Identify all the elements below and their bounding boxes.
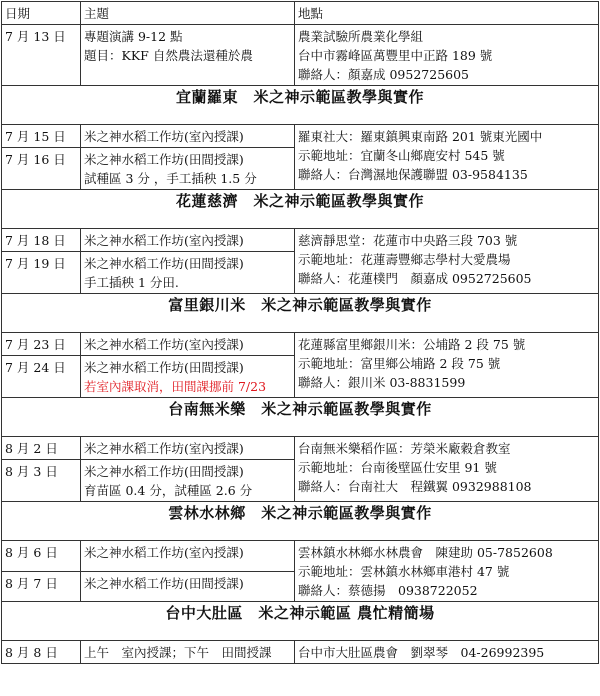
section-title: 花蓮慈濟 米之神示範區教學與實作	[2, 190, 599, 229]
session-topic	[81, 229, 295, 252]
session-topic-line: 米之神水稻工作坊(室內授課)	[84, 129, 244, 144]
intro-location	[295, 25, 599, 86]
session-topic-line: 米之神水稻工作坊(田間授課)	[84, 360, 244, 375]
session-topic-line: 育苗區 0.4 分，試種區 2.6 分	[84, 483, 253, 498]
section-title: 富里銀川米 米之神示範區教學與實作	[2, 294, 599, 333]
session-date: 8 月 7 日	[2, 571, 81, 602]
session-topic-line: 米之神水稻工作坊(田間授課)	[84, 256, 244, 271]
session-date: 8 月 6 日	[2, 541, 81, 572]
section-title: 雲林水林鄉 米之神示範區教學與實作	[2, 502, 599, 541]
section-location	[295, 125, 599, 190]
session-date: 7 月 23 日	[2, 333, 81, 356]
session-date: 7 月 15 日	[2, 125, 81, 148]
session-topic	[81, 125, 295, 148]
session-topic-line: 米之神水稻工作坊(田間授課)	[84, 464, 244, 479]
intro-topic-line: 題目：KKF 自然農法還種於農	[84, 48, 253, 63]
header-date: 日期	[2, 2, 81, 25]
section-location-line: 聯絡人：台南社大 程鐵翼 0932988108	[298, 479, 532, 494]
session-topic	[81, 148, 295, 190]
session-topic	[81, 333, 295, 356]
intro-location-line: 農業試驗所農業化學組	[298, 29, 424, 44]
section-location-line: 羅東社大：羅東鎮興東南路 201 號東光國中	[298, 129, 543, 144]
session-row	[2, 437, 599, 460]
section-title: 台中大肚區 米之神示範區 農忙精簡場	[2, 602, 599, 641]
session-topic	[81, 641, 295, 664]
section-location-line: 聯絡人：花蓮樸門 顏嘉成 0952725605	[298, 271, 532, 286]
section-location-line: 示範地址：富里鄉公埔路 2 段 75 號	[298, 356, 501, 371]
session-topic-line: 試種區 3 分 ，手工插秧 1.5 分	[84, 171, 257, 186]
session-topic	[81, 541, 295, 572]
section-location	[295, 437, 599, 502]
section-location-line: 聯絡人：蔡德揚 0938722052	[298, 583, 478, 598]
section-location-line: 示範地址：雲林鎮水林鄉車港村 47 號	[298, 564, 510, 579]
session-topic-line: 米之神水稻工作坊(田間授課)	[84, 575, 244, 591]
section-location	[295, 229, 599, 294]
header-row	[2, 2, 599, 25]
intro-location-line: 聯絡人：顏嘉成 0952725605	[298, 67, 470, 82]
intro-row	[2, 25, 599, 86]
session-topic	[81, 252, 295, 294]
section-location-line: 聯絡人：銀川米 03-8831599	[298, 375, 466, 390]
session-topic-line: 米之神水稻工作坊(田間授課)	[84, 152, 244, 167]
section-title-row	[2, 398, 599, 437]
session-date: 8 月 2 日	[2, 437, 81, 460]
session-topic-line: 米之神水稻工作坊(室內授課)	[84, 441, 244, 456]
session-topic-line: 米之神水稻工作坊(室內授課)	[84, 233, 244, 248]
session-topic	[81, 571, 295, 602]
section-location-line: 示範地址：宜蘭冬山鄉鹿安村 545 號	[298, 148, 505, 163]
session-row	[2, 541, 599, 572]
session-date: 7 月 18 日	[2, 229, 81, 252]
session-topic-line: 上午 室內授課；下午 田間授課	[84, 645, 272, 660]
section-location-line: 慈濟靜思堂：花蓮市中央路三段 703 號	[298, 233, 518, 248]
session-row	[2, 641, 599, 664]
section-title: 宜蘭羅東 米之神示範區教學與實作	[2, 86, 599, 125]
session-date: 7 月 19 日	[2, 252, 81, 294]
session-note: 若室內課取消，田間課挪前 7/23	[84, 379, 267, 394]
session-topic-line: 手工插秧 1 分田.	[84, 275, 179, 290]
session-topic	[81, 356, 295, 398]
section-title-row	[2, 294, 599, 333]
section-location	[295, 333, 599, 398]
session-topic-line: 米之神水稻工作坊(室內授課)	[84, 337, 244, 352]
section-location	[295, 541, 599, 602]
session-row	[2, 333, 599, 356]
session-topic	[81, 460, 295, 502]
section-title-row	[2, 86, 599, 125]
section-location-line: 聯絡人：台灣濕地保護聯盟 03-9584135	[298, 167, 528, 182]
section-title-row	[2, 190, 599, 229]
header-location: 地點	[295, 2, 599, 25]
section-location-line: 雲林鎮水林鄉水林農會 陳建助 05-7852608	[298, 545, 553, 560]
session-row	[2, 125, 599, 148]
session-date: 7 月 16 日	[2, 148, 81, 190]
intro-location-line: 台中市霧峰區萬豐里中正路 189 號	[298, 48, 493, 63]
schedule-table	[1, 1, 599, 664]
section-location-line: 台中市大肚區農會 劉翠琴 04-26992395	[298, 645, 545, 660]
intro-date: 7 月 13 日	[2, 25, 81, 86]
session-date: 8 月 3 日	[2, 460, 81, 502]
session-date: 8 月 8 日	[2, 641, 81, 664]
section-title-row	[2, 502, 599, 541]
section-title: 台南無米樂 米之神示範區教學與實作	[2, 398, 599, 437]
section-title-row	[2, 602, 599, 641]
session-topic	[81, 437, 295, 460]
section-location-line: 示範地址：花蓮壽豐鄉志學村大愛農場	[298, 252, 511, 267]
schedule-body	[2, 2, 599, 664]
section-location-line: 花蓮縣富里鄉銀川米：公埔路 2 段 75 號	[298, 337, 526, 352]
session-date: 7 月 24 日	[2, 356, 81, 398]
intro-topic	[81, 25, 295, 86]
section-location-line: 示範地址：台南後壁區仕安里 91 號	[298, 460, 497, 475]
header-topic: 主題	[81, 2, 295, 25]
intro-topic-line: 專題演講 9-12 點	[84, 29, 183, 44]
session-topic-line: 米之神水稻工作坊(室內授課)	[84, 545, 244, 560]
session-row	[2, 229, 599, 252]
section-location-line: 台南無米樂稻作區：芳榮米廠穀倉教室	[298, 441, 511, 456]
section-location	[295, 641, 599, 664]
